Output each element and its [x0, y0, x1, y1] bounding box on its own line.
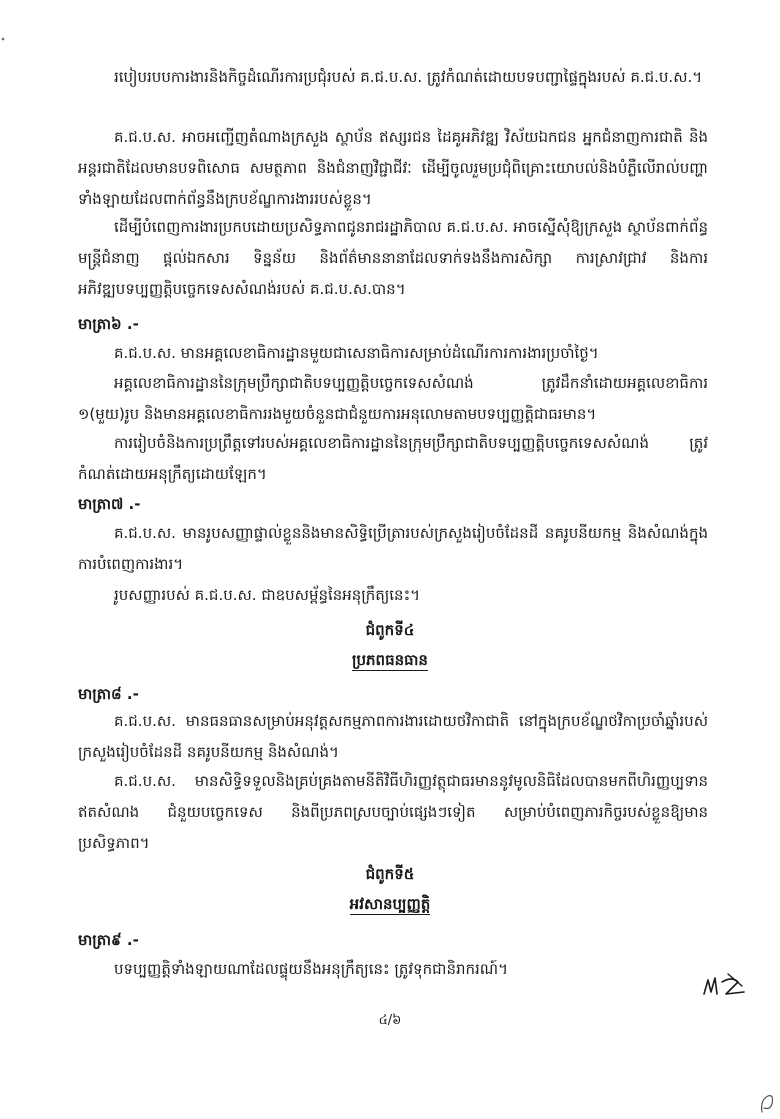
paragraph-organization: ការរៀបចំនិងការប្រព្រឹត្តទៅរបស់អគ្គលេខាធិការដ្ឋាននៃក្រុមប្រឹក្សាជាតិបទប្បញ្ញត្តិបច្ចេកទេសសំណង់ ត្រូវកំណត់ដោយអនុក្រឹត្យដោយឡែក។ [78, 434, 708, 483]
article-8-heading: មាត្រា៨ .- [78, 685, 139, 703]
paragraph-request-documents: ដើម្បីបំពេញការងារប្រកបដោយប្រសិទ្ធភាពជូនរាជរដ្ឋាភិបាល គ.ជ.ប.ស. អាចស្នើសុំឱ្យក្រសួង ស្ថាប័នពាក់ព័ន្ធ មន្ត្រីជំនាញ ផ្តល់ឯកសារ ទិន្នន័យ និងព័ត៌មាននានាដែលទាក់ទងនឹងការសិក្សា ការស្រាវជ្រាវ និងការអភិវឌ្ឍបទប្បញ្ញត្តិបច្ចេកទេសសំណង់របស់ គ.ជ.ប.ស.បាន។ [78, 218, 708, 298]
page-number: ៤/៦ [378, 1013, 402, 1028]
handwritten-initials-mark [698, 968, 758, 1002]
corner-ink-mark [758, 1090, 778, 1116]
article-9-heading: មាត្រា៩ .- [78, 931, 139, 949]
paragraph-secretary-general: អគ្គលេខាធិការដ្ឋាននៃក្រុមប្រឹក្សាជាតិបទប្បញ្ញត្តិបច្ចេកទេសសំណង់ ត្រូវដឹកនាំដោយអគ្គលេខាធិការ ១(មួយ)រូប និងមានអគ្គលេខាធិការរងមួយចំនួនជាជំនួយការអនុលោមតាមបទប្បញ្ញត្តិជាធរមាន។ [78, 374, 708, 423]
article-6-heading: មាត្រា៦ .- [78, 315, 139, 333]
chapter-5-heading: ជំពូកទី៥ [365, 865, 415, 883]
paragraph-secretariat: គ.ជ.ប.ស. មានអគ្គលេខាធិការដ្ឋានមួយជាសេនាធិការសម្រាប់ដំណើរការការងារប្រចាំថ្ងៃ។ [114, 344, 599, 362]
paragraph-logo-seal: គ.ជ.ប.ស. មានរូបសញ្ញាផ្ទាល់ខ្លួននិងមានសិទ្ធិប្រើត្រារបស់ក្រសួងរៀបចំដែនដី នគរូបនីយកម្ម និងសំណង់ក្នុងការបំពេញការងារ។ [78, 524, 708, 573]
paragraph-logo-annex: រូបសញ្ញារបស់ គ.ជ.ប.ស. ជាឧបសម្ព័ន្ធនៃអនុក្រឹត្យនេះ។ [114, 586, 421, 604]
chapter-4-heading: ជំពូកទី៤ [365, 621, 415, 639]
paragraph-repeal: បទប្បញ្ញត្តិទាំងឡាយណាដែលផ្ទុយនឹងអនុក្រឹត្យនេះ ត្រូវទុកជានិរាករណ៍។ [114, 960, 508, 978]
scan-dot [0, 36, 6, 42]
paragraph-invite-experts: គ.ជ.ប.ស. អាចអញ្ជើញតំណាងក្រសួង ស្ថាប័ន ឥស្សរជន ដៃគូអភិវឌ្ឍ វិស័យឯកជន អ្នកជំនាញការជាតិ និងអន្តរជាតិដែលមានបទពិសោធ សមត្ថភាព និងជំនាញវិជ្ជាជីវៈ ដើម្បីចូលរួមប្រជុំពិគ្រោះយោបល់និងបំភ្លឺលើរាល់បញ្ហាទាំងឡាយដែលពាក់ព័ន្ធនឹងក្របខ័ណ្ឌការងាររបស់ខ្លួន។ [78, 128, 708, 208]
paragraph-meeting-procedure: របៀបរបបការងារនិងកិច្ចដំណើរការប្រជុំរបស់ គ.ជ.ប.ស. ត្រូវកំណត់ដោយបទបញ្ជាផ្ទៃក្នុងរបស់ គ.ជ.ប.ស.។ [114, 68, 703, 86]
article-7-heading: មាត្រា៧ .- [78, 495, 141, 513]
chapter-5-title: អវសានប្បញ្ញត្តិ [349, 895, 431, 913]
paragraph-national-budget: គ.ជ.ប.ស. មានធនធានសម្រាប់អនុវត្តសកម្មភាពការងារដោយថវិកាជាតិ នៅក្នុងក្របខ័ណ្ឌថវិកាប្រចាំឆ្នាំរបស់ក្រសួងរៀបចំដែនដី នគរូបនីយកម្ម និងសំណង់។ [78, 712, 708, 761]
chapter-4-title: ប្រភពធនធាន [352, 651, 428, 669]
paragraph-funds-management: គ.ជ.ប.ស. មានសិទ្ធិទទួលនិងគ្រប់គ្រងតាមនីតិវិធីហិរញ្ញវត្ថុជាធរមាននូវមូលនិធិដែលបានមកពីហិរញ្ញប្បទានឥតសំណង ជំនួយបច្ចេកទេស និងពីប្រភពស្របច្បាប់ផ្សេងៗទៀត សម្រាប់បំពេញភារកិច្ចរបស់ខ្លួនឱ្យមានប្រសិទ្ធភាព។ [78, 772, 708, 852]
